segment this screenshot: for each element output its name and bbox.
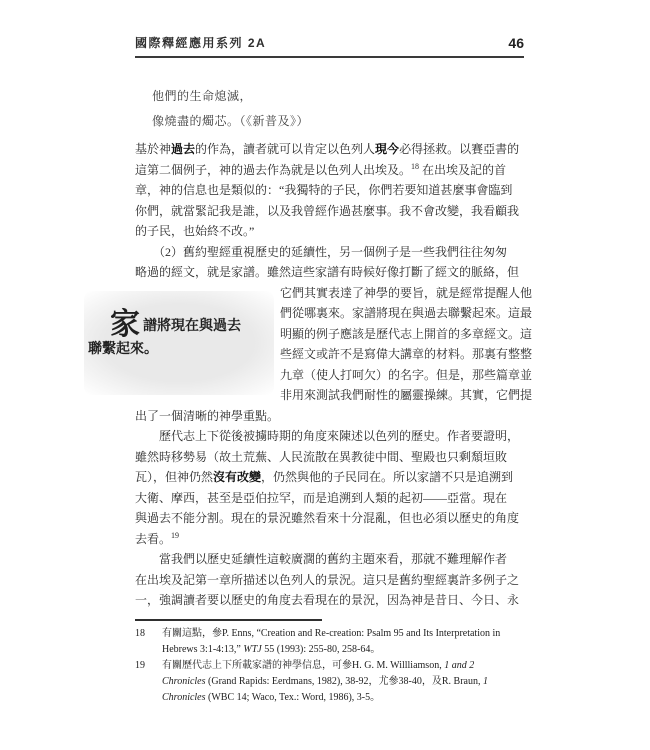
text-line: （2）舊約聖經重視歷史的延續性，另一個例子是一些我們往往匆匆 [135, 244, 508, 259]
text-line: 像燒盡的燭芯。（《新普及》） [152, 114, 310, 128]
text-line: 們從哪裏來。家譜將現在與過去聯繫起來。這最 [280, 306, 533, 320]
text-line: 些經文或許不是寫偉大講章的材料。那裏有整整 [280, 347, 533, 361]
text-line: 章，神的信息也是類似的：“我獨特的子民，你們若要知道甚麼事會臨到 [135, 183, 513, 197]
text-line: 你們，就當緊記我是誰，以及我曾經作過甚麼事。我不會改變，我看顧我 [135, 203, 520, 218]
pull-quote-box [84, 291, 274, 395]
pull-quote-line1 [110, 307, 274, 341]
text-line: 去看。$^{19}$ [135, 530, 180, 546]
pull-quote-line1-text: 譜將現在與過去 [143, 316, 241, 333]
body-text [88, 139, 533, 611]
paragraph-2-wrapped-column [280, 283, 533, 406]
text-line: 這第二個例子，神的過去作為就是以色列人出埃及。$^{18}$ 在出埃及記的首 [135, 161, 507, 177]
text-line: 一，強調讀者要以歷史的角度去看現在的景況，因為神是昔日、今日、永 [135, 593, 520, 607]
pull-quote-line2: 聯繫起來。 [88, 339, 158, 356]
paragraph-2-wrap-region [88, 283, 533, 406]
paragraph-4 [135, 549, 524, 611]
text-line: 他們的生命熄滅， [152, 89, 253, 103]
text-line: 與過去不能分割。現在的景況雖然看來十分混亂，但也必須以歷史的角度 [135, 511, 520, 525]
footnote-separator [135, 619, 322, 621]
text-line: 非用來測試我們耐性的屬靈操練。其實，它們提 [280, 388, 533, 402]
text-line: 大衛、摩西，甚至是亞伯拉罕，而是追溯到人類的起初——亞當。現在 [135, 490, 508, 505]
text-line: 明顯的例子應該是歷代志上開首的多章經文。這 [280, 326, 533, 341]
text-line: 瓦），但神仍然沒有改變，仍然與他的子民同在。所以家譜不只是追溯到 [135, 470, 514, 484]
text-line: 略過的經文，就是家譜。雖然這些家譜有時候好像打斷了經文的脈絡，但 [135, 265, 520, 279]
text-line: 出了一個清晰的神學重點。 [135, 408, 280, 423]
text-line: 當我們以歷史延續性這較廣濶的舊約主題來看，那就不難理解作者 [135, 552, 508, 566]
paragraph-2-last-line [135, 406, 524, 427]
text-line: 有關歷代志上下所載家譜的神學信息，可參H. G. M. Willliamson, 1 and 2 [162, 660, 475, 671]
paragraph-2-full-width [135, 242, 524, 283]
pull-quote-dropcap: 家 [110, 307, 141, 341]
page-number: 46 [508, 35, 524, 51]
page-header [135, 34, 524, 58]
footnote-19 [135, 658, 537, 706]
text-line: 基於神過去的作為，讀者就可以肯定以色列人現今必得拯救。以賽亞書的 [135, 142, 520, 156]
text-line: 在出埃及記第一章所描述以色列人的景況。這只是舊約聖經裏許多例子之 [135, 572, 520, 587]
epigraph-quote [152, 84, 309, 134]
text-line: 雖然時移勢易（故土荒蕪、人民流散在異教徒中間、聖殿也只剩頹垣敗 [135, 449, 508, 464]
footnote-number: 18 [135, 628, 145, 639]
text-line: Chronicles (Grand Rapids: Eerdmans, 1982), 38-92，尤參38-40，及R. Braun, 1 [162, 676, 488, 687]
footnotes-section [135, 626, 537, 706]
text-line: Chronicles (WBC 14; Waco, Tex.: Word, 1986), 3-5。 [162, 692, 381, 703]
text-line: 九章（使人打呵欠）的名字。但是，那些篇章並 [280, 367, 533, 382]
text-line: 有關這點，參P. Enns, “Creation and Re-creation: Psalm 95 and Its Interpretation in [162, 628, 501, 639]
text-line: 的子民，也始終不改。” [135, 224, 255, 238]
footnote-text [162, 626, 537, 658]
footnote-text [162, 658, 537, 706]
footnote-number: 19 [135, 660, 145, 671]
footnote-18 [135, 626, 537, 658]
text-line: 它們其實表達了神學的要旨，就是經常提醒人他 [280, 285, 533, 300]
series-title: 國際釋經應用系列 2A [135, 36, 267, 50]
paragraph-3 [135, 426, 524, 549]
paragraph-1 [135, 139, 524, 242]
text-line: 歷代志上下從後被擄時期的角度來陳述以色列的歷史。作者要證明， [135, 429, 520, 443]
text-line: Hebrews 3:1-4:13,” WTJ 55 (1993): 255-80, 258-64。 [162, 644, 381, 655]
